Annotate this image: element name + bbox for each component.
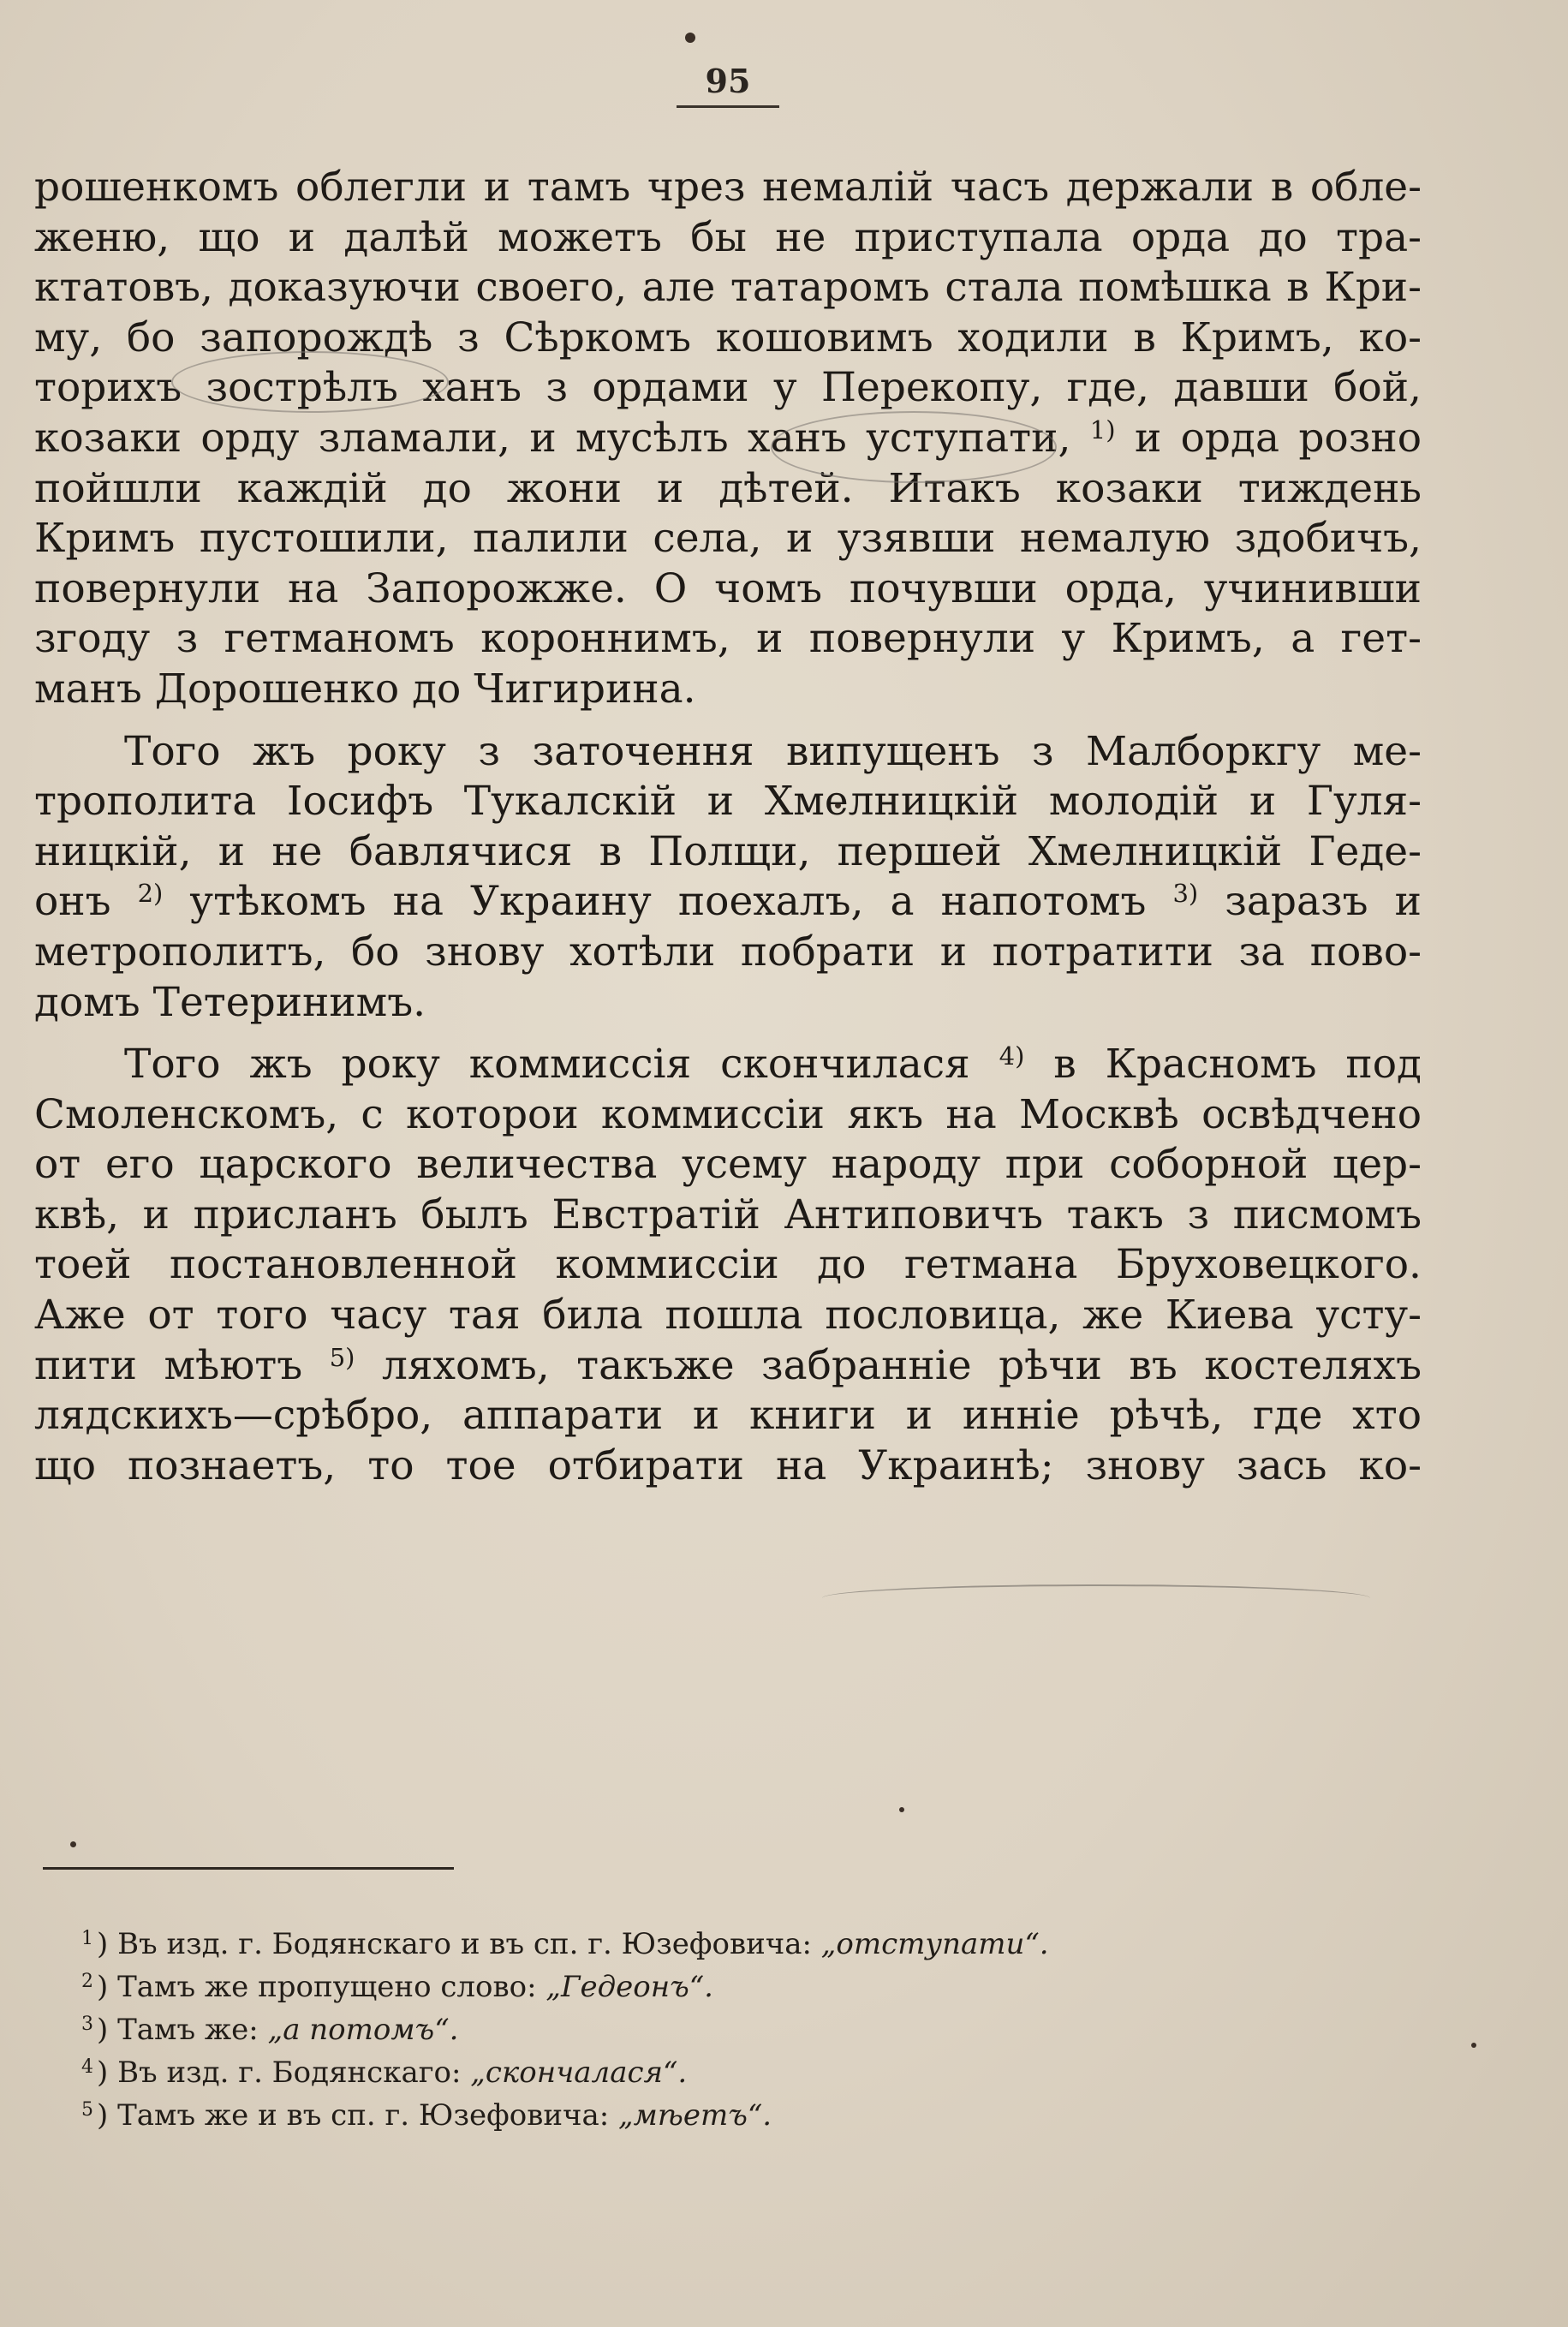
- text-segment: ляхомъ, такъже забранніе рѣчи въ костеляхъ: [381, 1341, 1422, 1389]
- footnote-mark: 1: [81, 1928, 93, 1949]
- text-line: [34, 1040, 1422, 1090]
- footnote-2: [81, 1966, 1366, 2008]
- footnote-text: ) Тамъ же пропущено слово:: [97, 1970, 546, 2004]
- text-line: манъ Дорошенко до Чигирина.: [34, 665, 696, 713]
- text-line: лядскихъ—срѣбро, аппарати и книги и инніе рѣчѣ, где хто: [34, 1392, 1422, 1440]
- text-line: [34, 414, 1422, 464]
- ink-speck: [1471, 2043, 1476, 2048]
- footnote-1: [81, 1923, 1366, 1966]
- text-line: торихъ зострѣлъ ханъ з ордами у Перекопу, где, давши бой,: [34, 364, 1422, 412]
- text-line: ницкій, и не бавлячися в Полщи, першей Хмелницкій Геде-: [34, 827, 1422, 875]
- ink-speck: [70, 1841, 76, 1847]
- text-line: му, бо запорождѣ з Сѣркомъ кошовимъ ходили в Кримъ, ко-: [34, 313, 1422, 361]
- footnote-3: [81, 2008, 1366, 2051]
- footnote-text: ) Тамъ же:: [97, 2013, 268, 2047]
- footnote-quote: „отступати“.: [820, 1927, 1049, 1961]
- text-segment: пити мѣютъ: [34, 1341, 303, 1389]
- text-line: повернули на Запорожже. О чомъ почувши орда, учинивши: [34, 564, 1422, 612]
- text-segment: и орда розно: [1134, 414, 1422, 462]
- paragraph-gap: [34, 715, 1422, 727]
- text-line: Смоленскомъ, с которои коммиссіи якъ на Москвѣ освѣдчено: [34, 1090, 1422, 1138]
- footnote-4: [81, 2051, 1366, 2094]
- footnote-mark: 2: [81, 1971, 93, 1992]
- text-segment: в Красномъ под: [1053, 1041, 1422, 1089]
- page-number: 95: [677, 62, 779, 108]
- text-line: тоей постановленной коммиссіи до гетмана Бруховецкого.: [34, 1241, 1422, 1289]
- text-line: от его царского величества усему народу при соборной цер-: [34, 1141, 1422, 1189]
- pencil-underline-annotation: [822, 1584, 1370, 1612]
- text-line: метрополитъ, бо знову хотѣли побрати и потратити за пово-: [34, 928, 1422, 976]
- footnotes: [81, 1923, 1366, 2137]
- text-line: женю, що и далѣй можетъ бы не приступала орда до тра-: [34, 213, 1422, 261]
- footnote-ref-5: 5): [329, 1342, 355, 1372]
- ink-speck: [685, 33, 695, 43]
- footnote-separator: [43, 1867, 454, 1870]
- text-line: Кримъ пустошили, палили села, и узявши немалую здобичъ,: [34, 515, 1422, 563]
- text-line: пойшли каждій до жони и дѣтей. Итакъ козаки тиждень: [34, 464, 1422, 512]
- footnote-text: ) Въ изд. г. Бодянскаго и въ сп. г. Юзефовича:: [97, 1927, 821, 1961]
- text-line: Того жъ року з заточення випущенъ з Малборкгу ме-: [124, 727, 1422, 775]
- footnote-mark: 5: [81, 2099, 93, 2121]
- footnote-text: ) Въ изд. г. Бодянскаго:: [97, 2056, 471, 2090]
- text-segment: Того жъ року коммиссія скончилася: [124, 1041, 970, 1089]
- footnote-quote: „скончалася“.: [470, 2056, 688, 2090]
- text-line: трополита Іосифъ Тукалскій и Хмелницкій молодій и Гуля-: [34, 778, 1422, 826]
- text-segment: заразъ и: [1225, 878, 1422, 926]
- footnote-ref-1: 1): [1089, 415, 1116, 445]
- text-line: [34, 1341, 1422, 1392]
- footnote-ref-4: 4): [999, 1041, 1025, 1071]
- text-line: рошенкомъ облегли и тамъ чрез немалій часъ держали в обле-: [34, 164, 1422, 211]
- text-line: що познаетъ, то тое отбирати на Украинѣ; знову зась ко-: [34, 1441, 1422, 1489]
- text-line: домъ Тетеринимъ.: [34, 978, 426, 1026]
- footnote-5: [81, 2094, 1366, 2137]
- text-line: Аже от того часу тая била пошла пословица, же Киева усту-: [34, 1292, 1422, 1340]
- text-segment: онъ: [34, 878, 111, 926]
- text-line: [34, 877, 1422, 928]
- paragraph-gap: [34, 1028, 1422, 1040]
- text-line: згоду з гетманомъ короннимъ, и повернули у Кримъ, а гет-: [34, 615, 1422, 663]
- footnote-quote: „мѣетъ“.: [618, 2098, 772, 2133]
- footnote-quote: „Гедеонъ“.: [546, 1970, 713, 2004]
- text-line: ктатовъ, доказуючи своего, але татаромъ стала помѣшка в Кри-: [34, 264, 1422, 312]
- footnote-mark: 3: [81, 2014, 93, 2035]
- text-line: квѣ, и присланъ былъ Евстратій Антиповичъ такъ з писмомъ: [34, 1190, 1422, 1238]
- footnote-text: ) Тамъ же и въ сп. г. Юзефовича:: [97, 2098, 619, 2133]
- body-text: [34, 163, 1422, 1491]
- ink-speck: [899, 1807, 904, 1812]
- footnote-quote: „а потомъ“.: [267, 2013, 459, 2047]
- footnote-ref-2: 2): [137, 879, 164, 909]
- text-segment: утѣкомъ на Украину поехалъ, а напотомъ: [189, 878, 1147, 926]
- footnote-ref-3: 3): [1172, 879, 1199, 909]
- footnote-mark: 4: [81, 2056, 93, 2078]
- text-segment: козаки орду зламали, и мусѣлъ ханъ уступати,: [34, 414, 1071, 462]
